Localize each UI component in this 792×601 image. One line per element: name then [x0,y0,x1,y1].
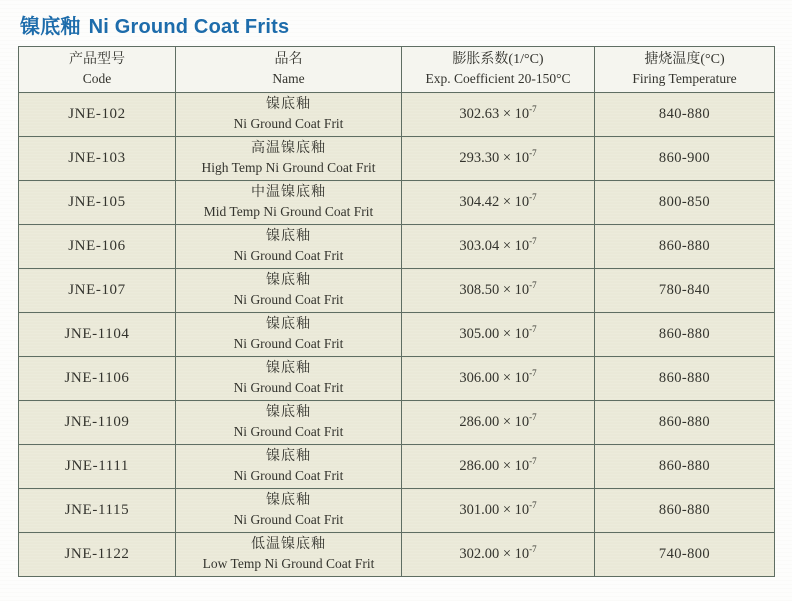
table-body [19,93,775,577]
cell-product-name [176,313,402,357]
table-row [19,533,775,577]
product-name-english: Ni Ground Coat Frit [233,115,344,131]
cell-product-code: JNE-106 [19,225,176,269]
cell-product-code: JNE-1122 [19,533,176,577]
product-name-english: Ni Ground Coat Frit [233,467,344,483]
cell-product-name [176,533,402,577]
cell-expansion-coefficient: $306.00 \times 10^{-7}$ [402,357,595,401]
cell-expansion-coefficient: $286.00 \times 10^{-7}$ [402,445,595,489]
cell-expansion-coefficient: $305.00 \times 10^{-7}$ [402,313,595,357]
cell-firing-temperature: 860-880 [595,445,775,489]
cell-firing-temperature: 860-880 [595,401,775,445]
table-row [19,401,775,445]
table-header-row [19,47,775,93]
product-name-english: High Temp Ni Ground Coat Frit [201,159,376,175]
product-name-chinese: 镍底釉 [266,404,311,420]
column-header-name-en: Name [272,70,305,86]
cell-product-name [176,489,402,533]
column-header-firing-zh: 搪烧温度(°C) [644,51,725,67]
product-name-english: Ni Ground Coat Frit [233,335,344,351]
product-name-chinese: 高温镍底釉 [251,140,326,156]
table-row [19,93,775,137]
cell-expansion-coefficient: $302.00 \times 10^{-7}$ [402,533,595,577]
cell-expansion-coefficient: $293.30 \times 10^{-7}$ [402,137,595,181]
cell-firing-temperature: 840-880 [595,93,775,137]
coefficient-exponent: -7 [529,147,537,158]
cell-product-name [176,357,402,401]
cell-product-name [176,93,402,137]
coefficient-exponent: -7 [529,367,537,378]
cell-product-code: JNE-1115 [19,489,176,533]
column-header-firing-temperature [595,47,775,93]
coefficient-exponent: -7 [529,323,537,334]
coefficient-exponent: -7 [529,543,537,554]
cell-product-code: JNE-1111 [19,445,176,489]
coefficient-exponent: -7 [529,103,537,114]
product-name-chinese: 镍底釉 [266,492,311,508]
frits-spec-table [18,46,775,577]
cell-product-code: JNE-107 [19,269,176,313]
column-header-coefficient-zh: 膨胀系数(1/°C) [452,51,544,67]
cell-expansion-coefficient: $303.04 \times 10^{-7}$ [402,225,595,269]
cell-expansion-coefficient: $308.50 \times 10^{-7}$ [402,269,595,313]
cell-product-code: JNE-103 [19,137,176,181]
product-name-chinese: 镍底釉 [266,272,311,288]
coefficient-exponent: -7 [529,235,537,246]
product-name-english: Ni Ground Coat Frit [233,423,344,439]
coefficient-exponent: -7 [529,455,537,466]
column-header-coefficient-en: Exp. Coefficient 20-150°C [425,70,571,86]
cell-product-name [176,269,402,313]
table-row [19,137,775,181]
cell-firing-temperature: 860-880 [595,225,775,269]
cell-product-name [176,445,402,489]
cell-product-code: JNE-1104 [19,313,176,357]
coefficient-exponent: -7 [529,191,537,202]
coefficient-exponent: -7 [529,499,537,510]
column-header-firing-en: Firing Temperature [632,70,737,86]
cell-product-name [176,181,402,225]
column-header-expansion-coefficient [402,47,595,93]
coefficient-exponent: -7 [529,411,537,422]
product-name-chinese: 镍底釉 [266,228,311,244]
page-title-chinese: 镍底釉 [20,16,81,38]
product-name-english: Ni Ground Coat Frit [233,291,344,307]
product-name-chinese: 镍底釉 [266,448,311,464]
cell-expansion-coefficient: $304.42 \times 10^{-7}$ [402,181,595,225]
table-row [19,357,775,401]
table-row [19,445,775,489]
table-row [19,269,775,313]
cell-product-name [176,225,402,269]
product-name-chinese: 镍底釉 [266,316,311,332]
cell-product-code: JNE-102 [19,93,176,137]
product-name-english: Ni Ground Coat Frit [233,379,344,395]
product-name-english: Ni Ground Coat Frit [233,247,344,263]
cell-firing-temperature: 780-840 [595,269,775,313]
cell-expansion-coefficient: $286.00 \times 10^{-7}$ [402,401,595,445]
column-header-code [19,47,176,93]
cell-product-code: JNE-1106 [19,357,176,401]
cell-product-name [176,401,402,445]
product-name-english: Mid Temp Ni Ground Coat Frit [203,203,374,219]
product-name-english: Ni Ground Coat Frit [233,511,344,527]
coefficient-exponent: -7 [529,279,537,290]
cell-product-name [176,137,402,181]
column-header-name [176,47,402,93]
cell-firing-temperature: 740-800 [595,533,775,577]
column-header-name-zh: 品名 [274,51,303,67]
cell-firing-temperature: 860-880 [595,357,775,401]
table-row [19,181,775,225]
cell-firing-temperature: 860-900 [595,137,775,181]
cell-product-code: JNE-105 [19,181,176,225]
product-name-chinese: 镍底釉 [266,96,311,112]
product-name-english: Low Temp Ni Ground Coat Frit [202,555,375,571]
cell-firing-temperature: 800-850 [595,181,775,225]
cell-firing-temperature: 860-880 [595,313,775,357]
cell-firing-temperature: 860-880 [595,489,775,533]
product-name-chinese: 低温镍底釉 [251,536,326,552]
cell-product-code: JNE-1109 [19,401,176,445]
cell-expansion-coefficient: $302.63 \times 10^{-7}$ [402,93,595,137]
table-row [19,313,775,357]
cell-expansion-coefficient: $301.00 \times 10^{-7}$ [402,489,595,533]
table-row [19,489,775,533]
product-name-chinese: 中温镍底釉 [251,184,326,200]
page-title-english: Ni Ground Coat Frits [88,16,290,38]
product-name-chinese: 镍底釉 [266,360,311,376]
table-row [19,225,775,269]
page-title [20,10,774,36]
column-header-code-zh: 产品型号 [69,51,125,67]
column-header-code-en: Code [82,70,112,86]
